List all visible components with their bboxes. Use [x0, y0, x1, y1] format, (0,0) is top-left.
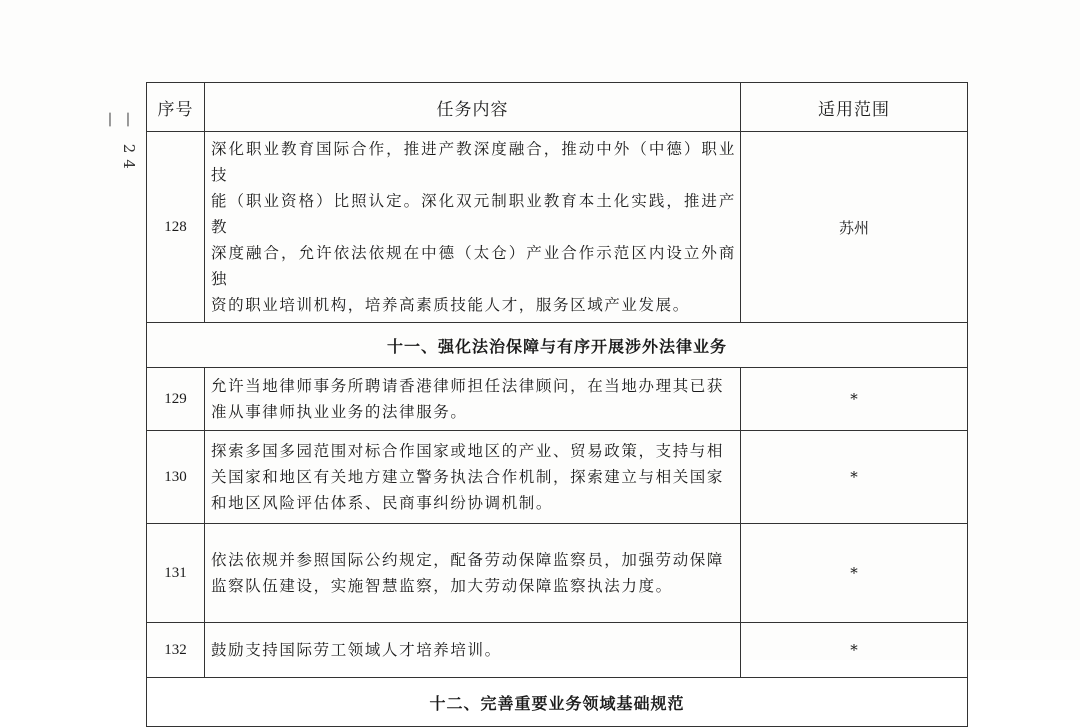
row-number: 132	[147, 623, 205, 678]
table-row	[147, 431, 968, 524]
task-table	[146, 82, 968, 727]
content-line: 能（职业资格）比照认定。深化双元制职业教育本土化实践，推进产教	[211, 192, 736, 236]
table-row	[147, 524, 968, 623]
content-line: 允许当地律师事务所聘请香港律师担任法律顾问，在当地办理其已获	[211, 377, 725, 395]
content-line: 鼓励支持国际劳工领域人才培养培训。	[211, 641, 502, 659]
row-content	[205, 132, 741, 323]
content-line: 关国家和地区有关地方建立警务执法合作机制，探索建立与相关国家	[211, 468, 725, 486]
section-heading: 十二、完善重要业务领域基础规范	[147, 678, 968, 727]
section-heading-row	[147, 678, 968, 727]
content-line: 和地区风险评估体系、民商事纠纷协调机制。	[211, 494, 554, 512]
row-content	[205, 431, 741, 524]
section-heading: 十一、强化法治保障与有序开展涉外法律业务	[147, 323, 968, 368]
row-scope: *	[741, 368, 968, 431]
content-line: 准从事律师执业业务的法律服务。	[211, 403, 468, 421]
header-task-content: 任务内容	[205, 83, 741, 132]
content-line: 依法依规并参照国际公约规定，配备劳动保障监察员，加强劳动保障	[211, 551, 725, 569]
content-line: 探索多国多园范围对标合作国家或地区的产业、贸易政策，支持与相	[211, 442, 725, 460]
row-scope: *	[741, 623, 968, 678]
row-number: 131	[147, 524, 205, 623]
table-row	[147, 623, 968, 678]
table-row	[147, 368, 968, 431]
table-header-row	[147, 83, 968, 132]
header-serial-number: 序号	[147, 83, 205, 132]
content-line: 监察队伍建设，实施智慧监察，加大劳动保障监察执法力度。	[211, 577, 673, 595]
row-content	[205, 368, 741, 431]
table-row	[147, 132, 968, 323]
row-number: 128	[147, 132, 205, 323]
row-scope: *	[741, 431, 968, 524]
row-number: 130	[147, 431, 205, 524]
row-scope: 苏州	[741, 132, 968, 323]
header-applicable-scope: 适用范围	[741, 83, 968, 132]
row-content	[205, 524, 741, 623]
row-number: 129	[147, 368, 205, 431]
page-number: — 24 —	[102, 112, 138, 175]
row-content	[205, 623, 741, 678]
content-line: 深度融合，允许依法依规在中德（太仓）产业合作示范区内设立外商独	[211, 244, 736, 288]
row-scope: *	[741, 524, 968, 623]
content-line: 资的职业培训机构，培养高素质技能人才，服务区域产业发展。	[211, 296, 690, 314]
section-heading-row	[147, 323, 968, 368]
content-line: 深化职业教育国际合作，推进产教深度融合，推动中外（中德）职业技	[211, 140, 736, 184]
